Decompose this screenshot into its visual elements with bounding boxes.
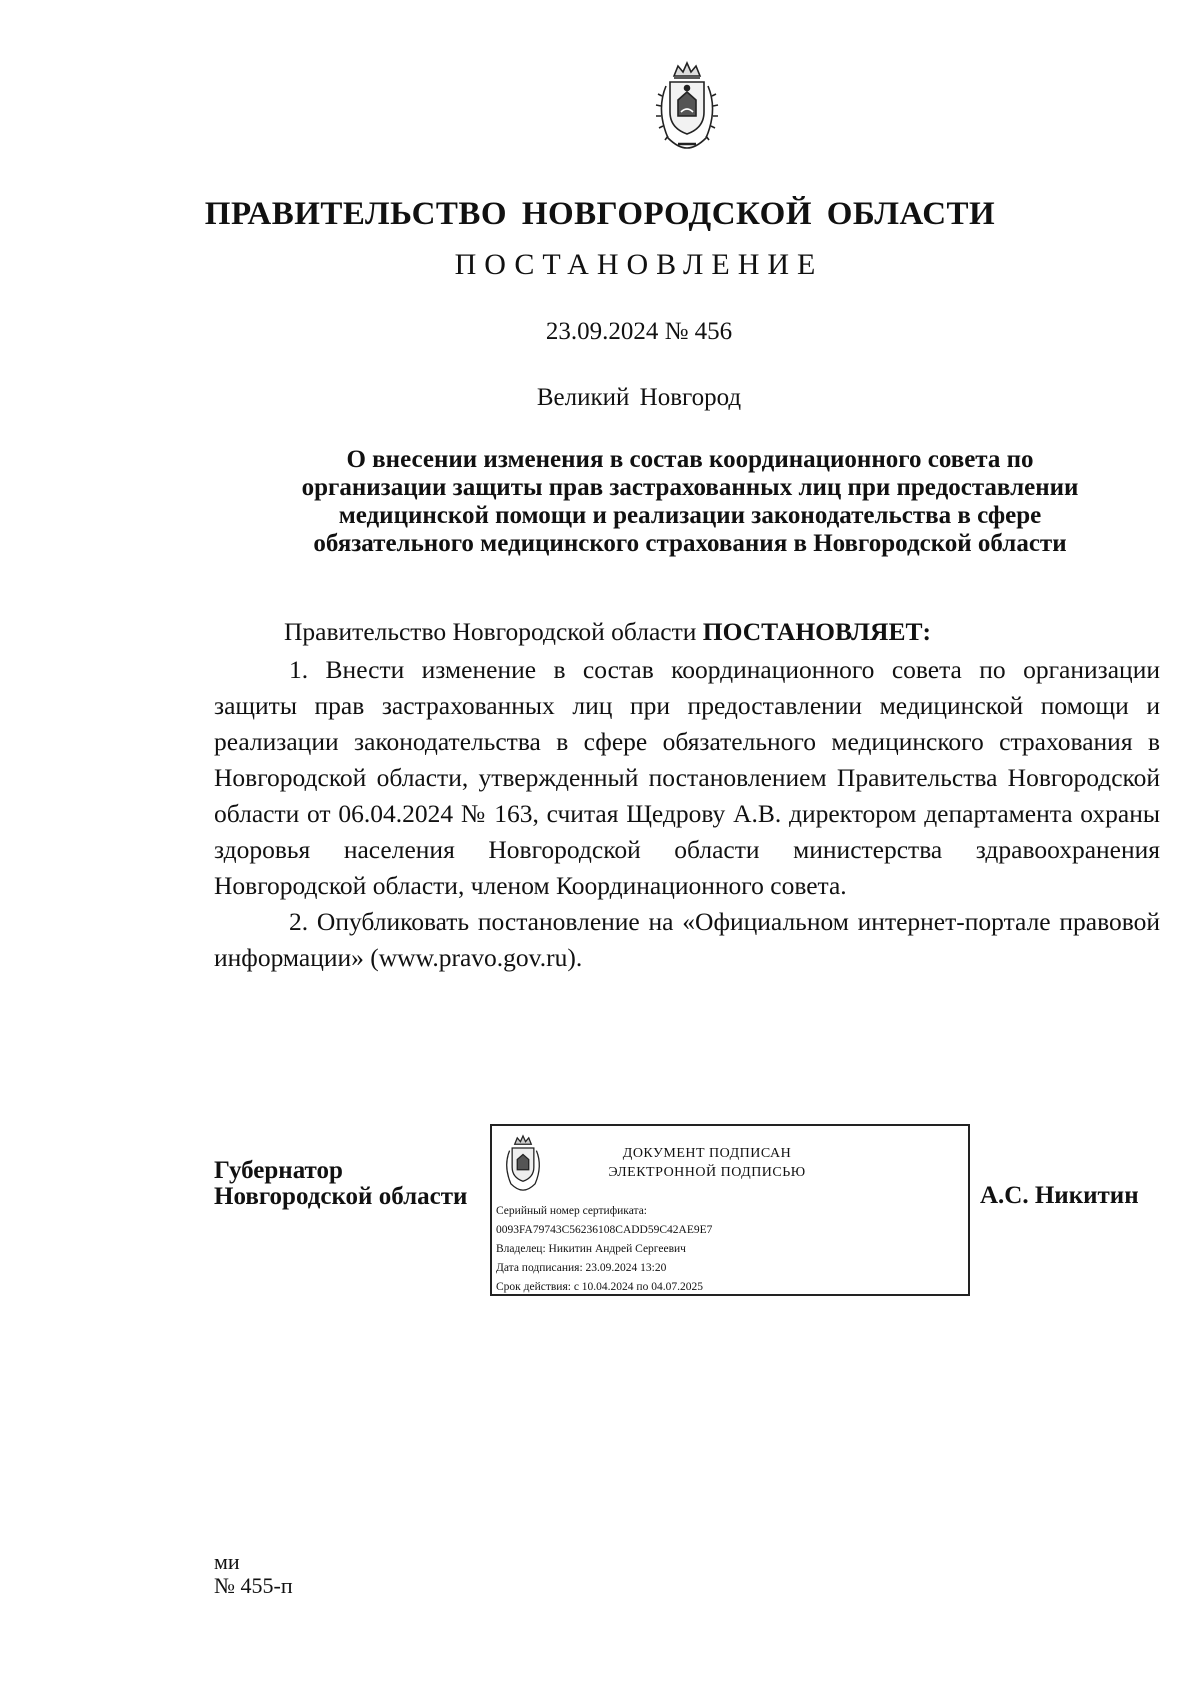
subject-line: медицинской помощи и реализации законодательства в сфере	[338, 502, 1042, 529]
footnote-initials: ми	[214, 1549, 240, 1574]
government-title: ПРАВИТЕЛЬСТВО НОВГОРОДСКОЙ ОБЛАСТИ	[204, 196, 996, 232]
stamp-title	[582, 1144, 832, 1182]
novgorod-coat-of-arms-icon	[498, 1134, 548, 1194]
document-type: ПОСТАНОВЛЕНИЕ	[454, 248, 824, 281]
subject-line: обязательного медицинского страхования в Новгородской области	[313, 530, 1067, 557]
preamble-decree: ПОСТАНОВЛЯЕТ:	[702, 617, 931, 646]
stamp-title-line: ЭЛЕКТРОННОЙ ПОДПИСЬЮ	[608, 1165, 806, 1180]
stamp-title-line: ДОКУМЕНТ ПОДПИСАН	[622, 1146, 792, 1161]
preamble-text: Правительство Новгородской области	[284, 617, 703, 646]
document-place: Великий Новгород	[536, 384, 742, 411]
footnote-number: № 455-п	[214, 1573, 293, 1598]
signatory-position	[214, 1158, 467, 1210]
stamp-details	[496, 1202, 712, 1297]
document-date-number: 23.09.2024 № 456	[545, 318, 733, 345]
subject-line: О внесении изменения в состав координационного совета по	[346, 446, 1034, 473]
stamp-signed-date: Дата подписания: 23.09.2024 13:20	[496, 1262, 667, 1274]
preamble	[214, 614, 1160, 650]
electronic-signature-stamp	[490, 1124, 970, 1296]
signatory-name: А.С. Никитин	[980, 1182, 1139, 1209]
document-subject	[190, 446, 1190, 558]
stamp-owner: Владелец: Никитин Андрей Сергеевич	[496, 1243, 686, 1255]
novgorod-coat-of-arms-icon	[648, 60, 726, 154]
clause-1: 1. Внести изменение в состав координационного совета по организации защиты прав застрахованных лиц при предоставлении медицинской помощи и реализации законодательства в сфере обязательного медицинского страхования в Новгородской области, утвержденный постановлением Правительства Новгородской области от 06.04.2024 № 163, считая Щедрову А.В. директором департамента охраны здоровья населения Новгородской области министерства здравоохранения Новгородской области, членом Координационного совета.	[214, 655, 1160, 900]
stamp-serial: 0093FA79743C56236108CADD59C42AE9E7	[496, 1224, 713, 1236]
stamp-serial-label: Серийный номер сертификата:	[496, 1205, 647, 1217]
stamp-validity: Срок действия: с 10.04.2024 по 04.07.2025	[496, 1281, 703, 1293]
document-body	[214, 614, 1160, 976]
subject-line: организации защиты прав застрахованных лиц при предоставлении	[301, 474, 1079, 501]
footnote	[214, 1550, 293, 1598]
position-line: Губернатор	[214, 1157, 343, 1184]
clause-2: 2. Опубликовать постановление на «Официальном интернет-портале правовой информации» (www.pravo.gov.ru).	[214, 907, 1160, 972]
position-line: Новгородской области	[214, 1183, 468, 1210]
